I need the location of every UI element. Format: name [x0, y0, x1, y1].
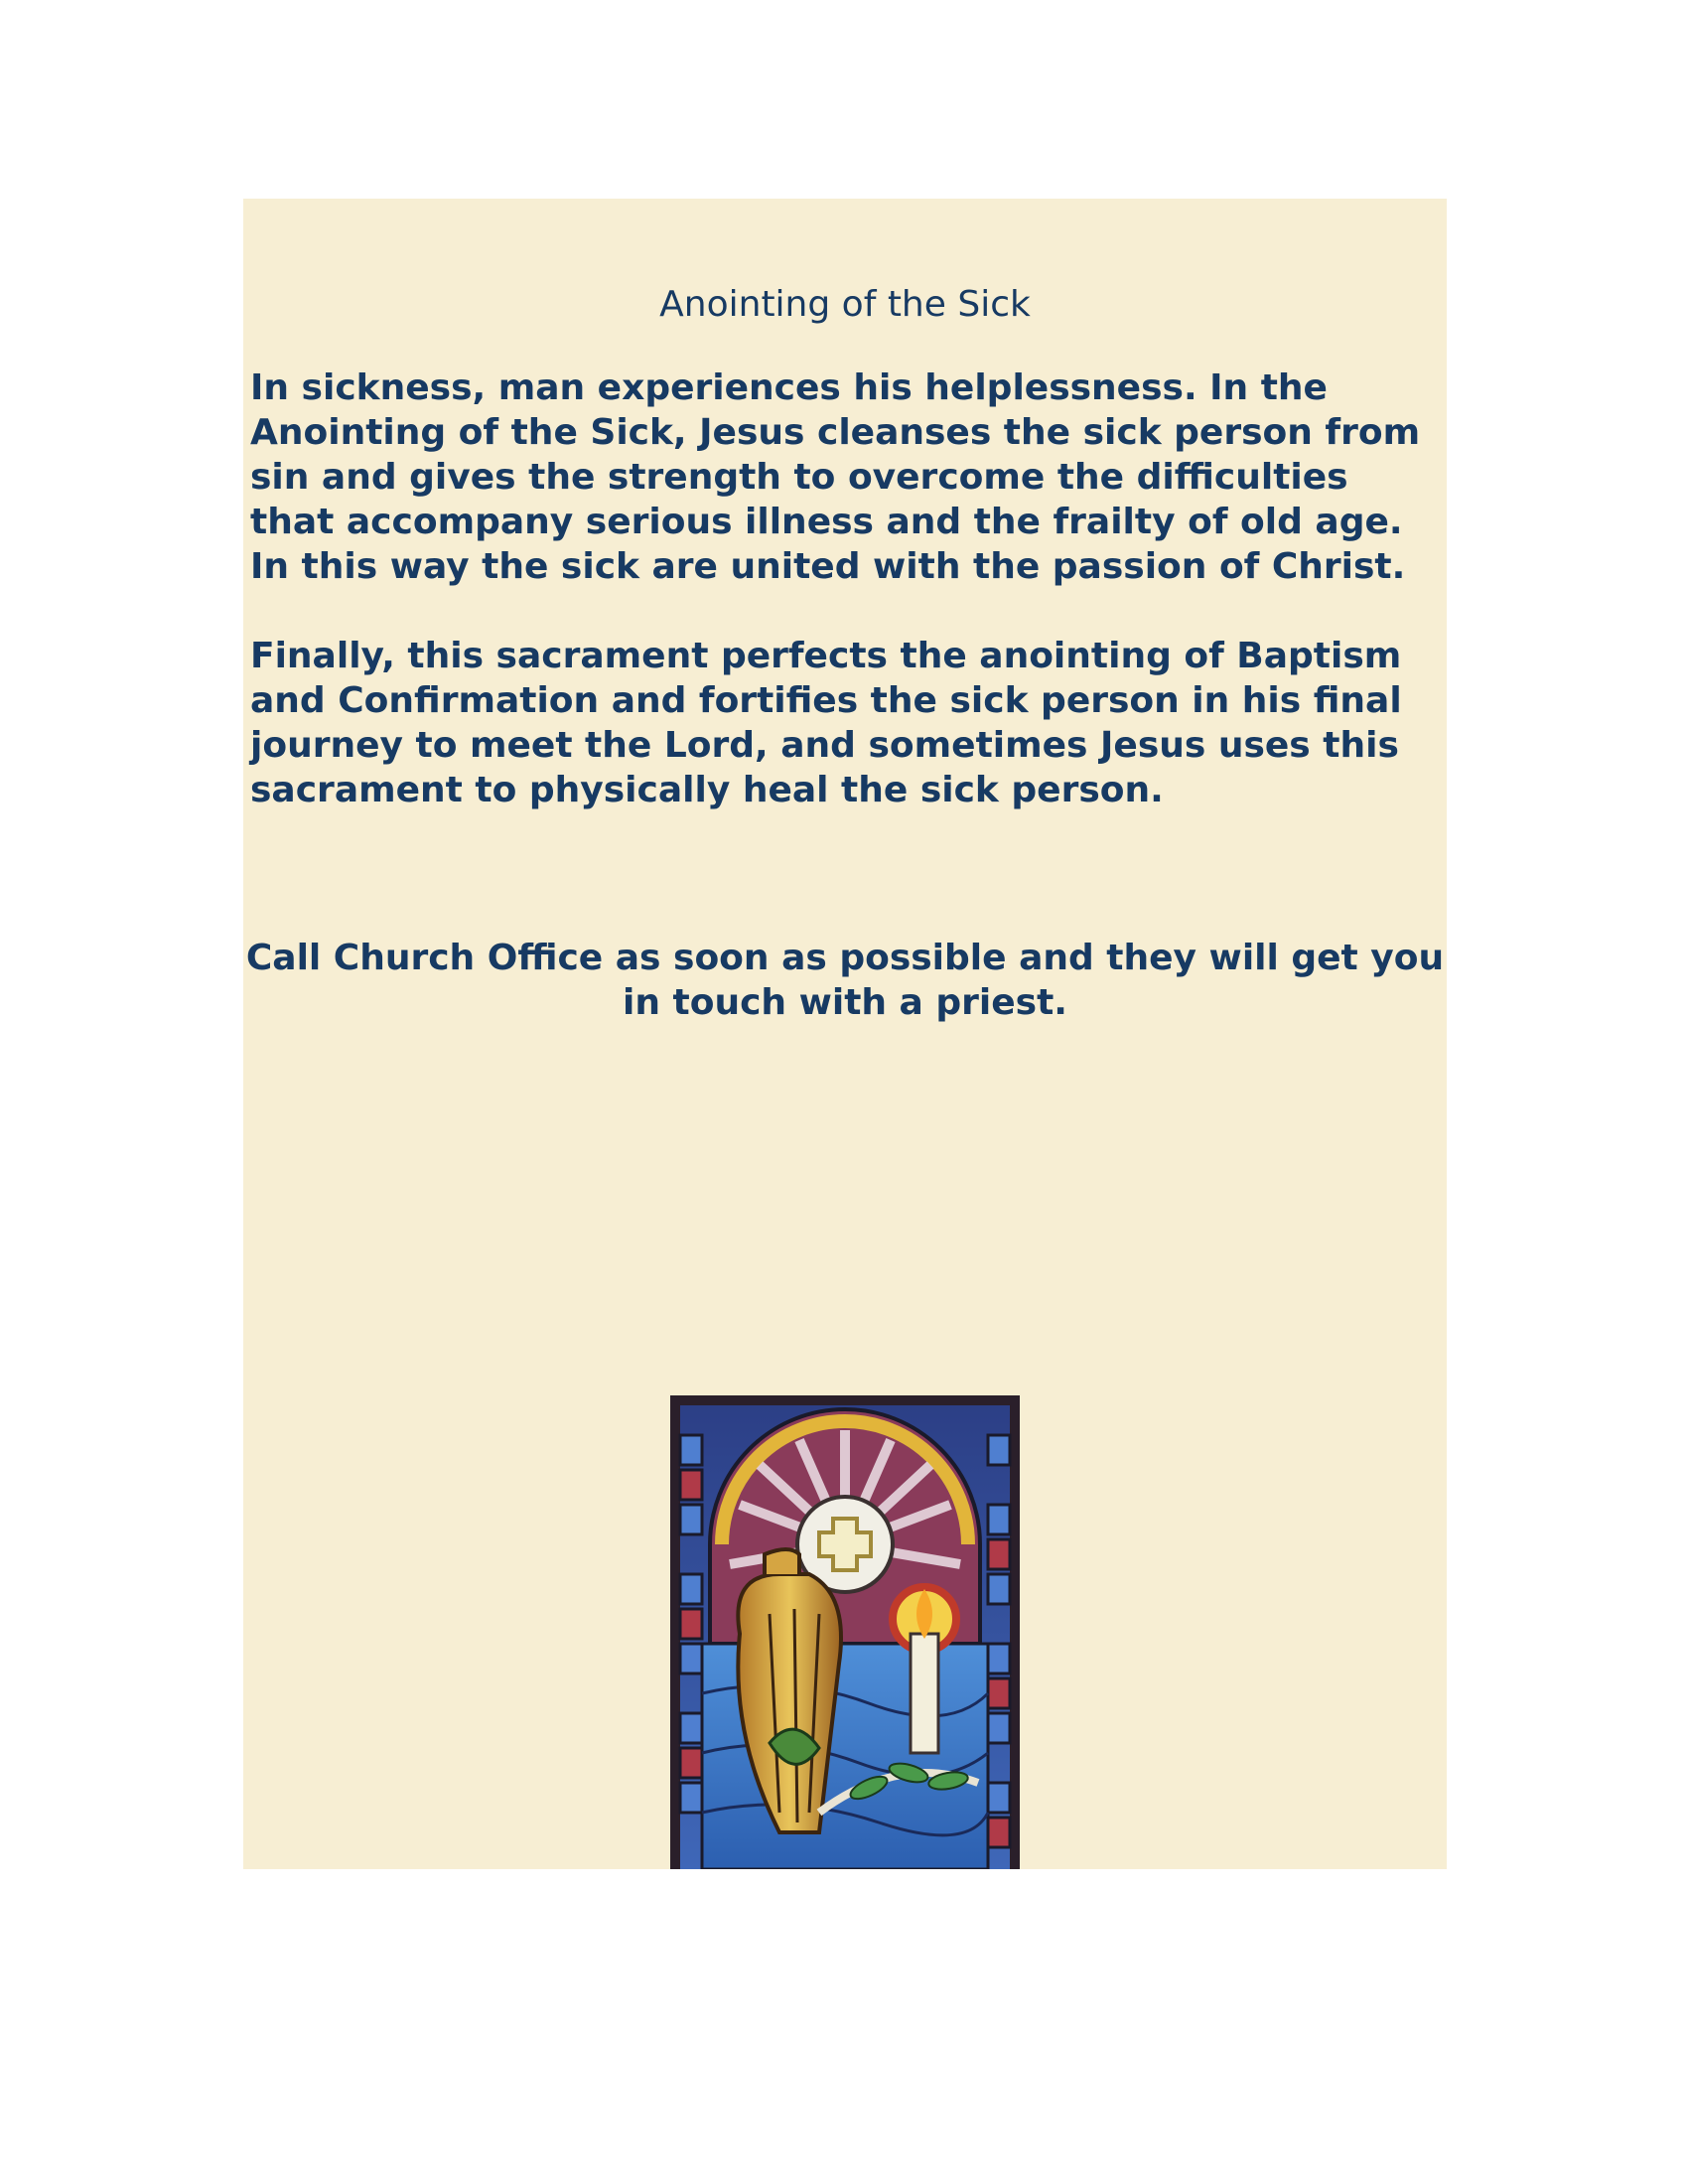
page-title: Anointing of the Sick — [659, 284, 1031, 325]
paragraph-sickness: In sickness, man experiences his helplessness. In the Anointing of the Sick, Jesus cleanses the sick person from sin and gives the strength to overcome the difficulties that accompany serious illness and the frailty of old age. In this way the sick are united with the passion of Christ. — [250, 367, 1421, 587]
paragraph-sacrament: Finally, this sacrament perfects the anointing of Baptism and Confirmation and fortifies the sick person in his final journey to meet the Lord, and sometimes Jesus uses this sacrament to physically heal the sick person. — [250, 636, 1402, 810]
stained-glass-window-icon — [670, 1395, 1020, 1869]
contact-note: Call Church Office as soon as possible and they will get you in touch with a priest. — [245, 938, 1445, 1023]
